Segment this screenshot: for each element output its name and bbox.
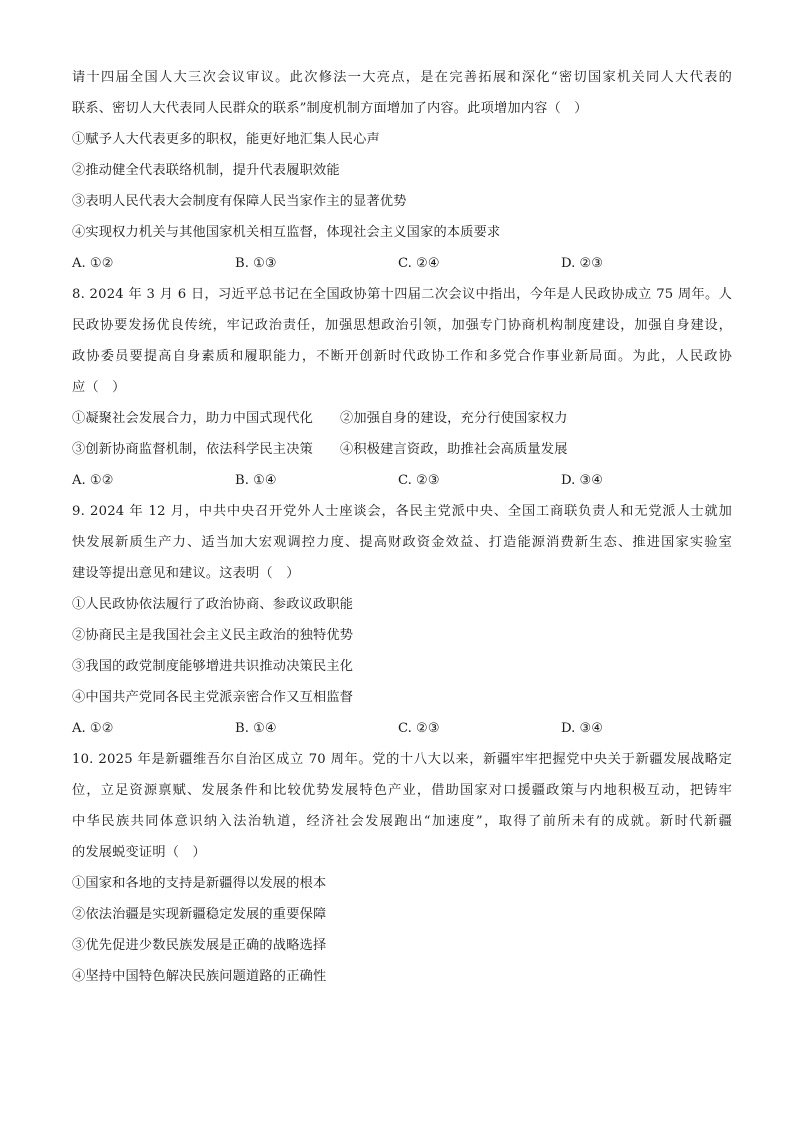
question-9 xyxy=(72,496,732,744)
q10-stem-line-1: 10. 2025 年是新疆维吾尔自治区成立 70 周年。党的十八大以来，新疆牢牢把握党中央关于新疆发展战略定 xyxy=(72,752,732,767)
q7-option-2: ②推动健全代表联络机制，提升代表履职效能 xyxy=(72,163,340,178)
question-7 xyxy=(72,62,732,279)
q9-stem-line-3: 建设等提出意见和建议。这表明（ ） xyxy=(72,566,300,581)
q10-option-3: ③优先促进少数民族发展是正确的战略选择 xyxy=(72,938,327,953)
q10-stem-line-3: 中华民族共同体意识纳入法治轨道，经济社会发展跑出“加速度”，取得了前所未有的成就。新时代新疆 xyxy=(72,814,732,829)
q7-option-1: ①赋予人大代表更多的职权，能更好地汇集人民心声 xyxy=(72,132,380,147)
q7-choice-c[interactable]: C. ②④ xyxy=(398,256,440,271)
q9-choice-c[interactable]: C. ②③ xyxy=(398,721,440,736)
q8-options-row-2 xyxy=(72,434,732,465)
q8-choices xyxy=(72,465,732,496)
exam-page xyxy=(72,62,732,992)
q9-choices xyxy=(72,713,732,744)
q8-choice-c[interactable]: C. ②③ xyxy=(398,473,440,488)
q9-choice-a[interactable]: A. ①② xyxy=(72,721,114,736)
q9-option-4: ④中国共产党同各民主党派亲密合作又互相监督 xyxy=(72,690,354,705)
q9-choice-d[interactable]: D. ③④ xyxy=(561,721,604,736)
question-10 xyxy=(72,744,732,992)
q8-choice-d[interactable]: D. ③④ xyxy=(561,473,604,488)
q8-stem-line-3: 政协委员要提高自身素质和履职能力，不断开创新时代政协工作和多党合作事业新局面。为此，人民政协 xyxy=(72,349,732,364)
q8-option-1: ①凝聚社会发展合力，助力中国式现代化 xyxy=(72,411,313,426)
q7-choices xyxy=(72,248,732,279)
q8-stem-line-1: 8. 2024 年 3 月 6 日，习近平总书记在全国政协第十四届二次会议中指出，今年是人民政协成立 75 周年。人 xyxy=(72,287,732,302)
q7-stem-line-2: 联系、密切人大代表同人民群众的联系”制度机制方面增加了内容。此项增加内容（ ） xyxy=(72,101,588,116)
q8-option-2: ②加强自身的建设，充分行使国家权力 xyxy=(340,411,568,426)
q9-stem-line-1: 9. 2024 年 12 月，中共中央召开党外人士座谈会，各民主党派中央、全国工商联负责人和无党派人士就加 xyxy=(72,504,732,519)
q8-stem-line-4: 应（ ） xyxy=(72,380,126,395)
q7-option-4: ④实现权力机关与其他国家机关相互监督，体现社会主义国家的本质要求 xyxy=(72,225,501,240)
question-8 xyxy=(72,279,732,496)
q8-options-row-1 xyxy=(72,403,732,434)
q9-option-1: ①人民政协依法履行了政治协商、参政议政职能 xyxy=(72,597,354,612)
q7-stem-line-1: 请十四届全国人大三次会议审议。此次修法一大亮点，是在完善拓展和深化“密切国家机关同人大代表的 xyxy=(72,70,732,85)
q8-stem-line-2: 民政协要发扬优良传统，牢记政治责任，加强思想政治引领，加强专门协商机构制度建设，加强自身建设， xyxy=(72,318,732,333)
q10-option-1: ①国家和各地的支持是新疆得以发展的根本 xyxy=(72,876,327,891)
q9-stem-line-2: 快发展新质生产力、适当加大宏观调控力度、提高财政资金效益、打造能源消费新生态、推进国家实验室 xyxy=(72,535,732,550)
q9-choice-b[interactable]: B. ①④ xyxy=(235,721,277,736)
q7-choice-b[interactable]: B. ①③ xyxy=(235,256,277,271)
q9-option-3: ③我国的政党制度能够增进共识推动决策民主化 xyxy=(72,659,354,674)
q10-option-4: ④坚持中国特色解决民族问题道路的正确性 xyxy=(72,969,327,984)
q8-choice-b[interactable]: B. ①④ xyxy=(235,473,277,488)
q8-option-4: ④积极建言资政，助推社会高质量发展 xyxy=(340,442,568,457)
q10-stem-line-2: 位，立足资源禀赋、发展条件和比较优势发展特色产业，借助国家对口援疆政策与内地积极互动，把铸牢 xyxy=(72,783,732,798)
q8-option-3: ③创新协商监督机制，依法科学民主决策 xyxy=(72,442,313,457)
q8-choice-a[interactable]: A. ①② xyxy=(72,473,114,488)
q10-stem-line-4: 的发展蜕变证明（ ） xyxy=(72,845,206,860)
q7-choice-d[interactable]: D. ②③ xyxy=(561,256,604,271)
q9-option-2: ②协商民主是我国社会主义民主政治的独特优势 xyxy=(72,628,354,643)
q10-option-2: ②依法治疆是实现新疆稳定发展的重要保障 xyxy=(72,907,327,922)
q7-choice-a[interactable]: A. ①② xyxy=(72,256,114,271)
q7-option-3: ③表明人民代表大会制度有保障人民当家作主的显著优势 xyxy=(72,194,407,209)
